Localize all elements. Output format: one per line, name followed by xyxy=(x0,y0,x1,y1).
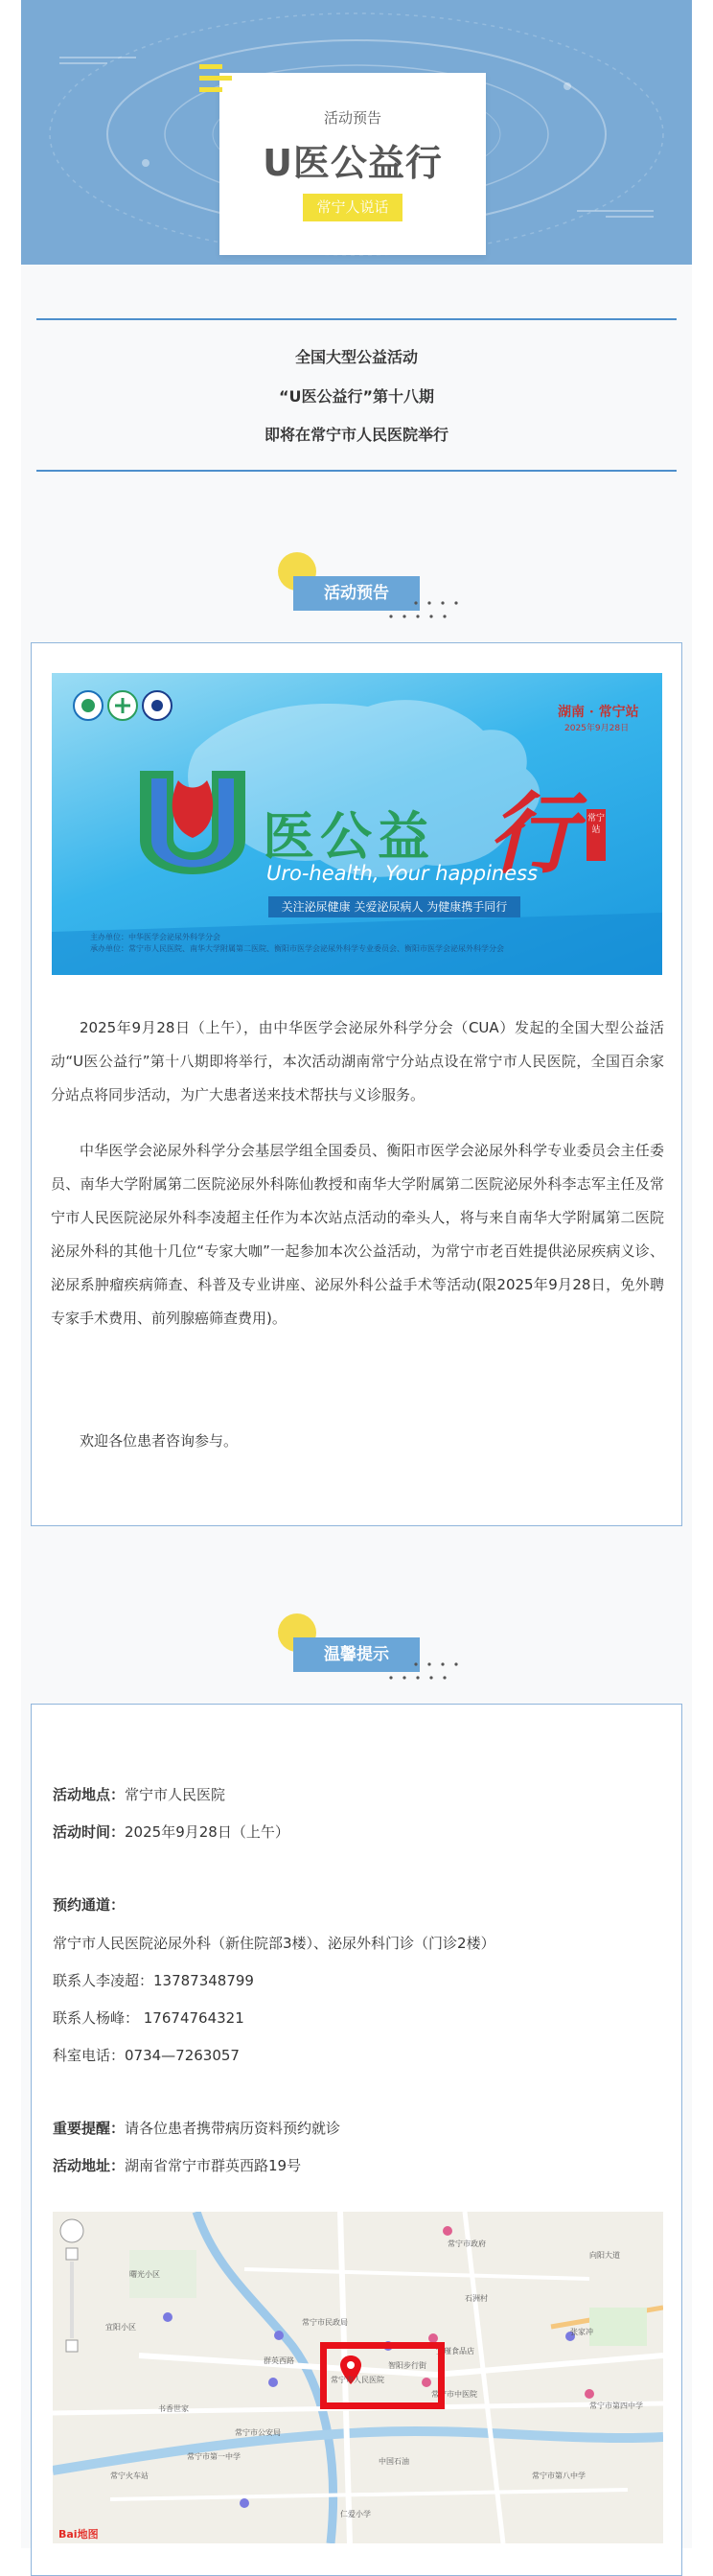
map-label: 常宁市人民医院 xyxy=(331,2376,384,2384)
map-label: 常宁市第一中学 xyxy=(187,2452,241,2461)
map-label: 常宁市公安局 xyxy=(235,2428,281,2437)
section-heading-preview: 活动预告 xyxy=(293,576,420,611)
tip-notice-value: 请各位患者携带病历资料预约就诊 xyxy=(125,2120,341,2137)
map-label: 张家冲 xyxy=(570,2328,593,2336)
title-card xyxy=(219,73,486,255)
tip-contact-2: 联系人杨峰： 17674764321 xyxy=(53,2009,244,2027)
tip-time-label: 活动时间： xyxy=(53,1823,126,1841)
tip-booking-value: 常宁市人民医院泌尿外科（新住院部3楼）、泌尿外科门诊（门诊2楼） xyxy=(53,1935,495,1952)
intro-line-1: 全国大型公益活动 xyxy=(294,348,418,366)
map-label: 石洲村 xyxy=(465,2294,488,2303)
event-poster xyxy=(52,673,662,975)
map-label: 曙光小区 xyxy=(129,2270,160,2279)
article-paragraph-3: 欢迎各位患者咨询参与。 xyxy=(80,1432,239,1450)
map-zoom-controls xyxy=(60,2219,83,2352)
poster-slogan: 关注泌尿健康 关爱泌尿病人 为健康携手同行 xyxy=(268,896,520,917)
tip-booking-label: 预约通道： xyxy=(53,1896,126,1914)
section-heading-tips: 温馨提示 xyxy=(293,1637,420,1672)
tip-address-value: 湖南省常宁市群英西路19号 xyxy=(125,2157,302,2174)
poster-co-organizer: 承办单位：常宁市人民医院、南华大学附属第二医院、衡阳市医学会泌尿外科学专业委员会、衡阳市医学会泌尿外科学分会 xyxy=(90,944,504,953)
tip-location-label: 活动地点： xyxy=(53,1786,126,1803)
poster-english: Uro-health, Your happiness xyxy=(266,862,539,885)
dotted-decoration-icon xyxy=(387,600,473,623)
tip-time xyxy=(53,1822,289,1842)
map-label: 常宁火车站 xyxy=(110,2472,149,2480)
article-page xyxy=(21,0,692,2548)
map-label: 群英西路 xyxy=(264,2356,294,2365)
tip-address-label: 活动地址： xyxy=(53,2157,126,2174)
map-label: 书香世家 xyxy=(158,2404,189,2413)
map-logo: Bai地图 xyxy=(58,2528,99,2541)
poster-organizer: 主办单位：中华医学会泌尿外科学分会 xyxy=(90,933,220,941)
tip-location-value: 常宁市人民医院 xyxy=(125,1786,226,1803)
tip-time-value: 2025年9月28日（上午） xyxy=(125,1823,289,1841)
preview-box xyxy=(31,642,682,1526)
hospital-logos-icon xyxy=(73,688,178,723)
poster-title-xing: 行 xyxy=(488,782,577,886)
intro-bottom-divider xyxy=(36,470,677,472)
tips-box xyxy=(31,1704,682,2576)
map-label: 常宁市民政局 xyxy=(302,2318,348,2327)
poster-region: 湖南 · 常宁站 xyxy=(558,705,639,720)
title-tag: 常宁人说话 xyxy=(303,194,402,221)
tip-notice xyxy=(53,2118,340,2138)
map-label: 宜阳小区 xyxy=(105,2323,136,2332)
intro-line-3: 即将在常宁市人民医院举行 xyxy=(264,426,448,444)
tip-location xyxy=(53,1784,225,1804)
header-banner xyxy=(21,0,692,265)
map-highlight-box xyxy=(320,2342,445,2409)
map-label: 常宁市第四中学 xyxy=(589,2402,643,2410)
location-map[interactable] xyxy=(53,2212,663,2543)
map-label: 向阳大道 xyxy=(589,2251,620,2260)
poster-date: 2025年9月28日 xyxy=(564,724,630,733)
article-paragraph-2: 中华医学会泌尿外科学分会基层学组全国委员、衡阳市医学会泌尿外科学专业委员会主任委员、南华大学附属第二医院泌尿外科陈仙教授和南华大学附属第二医院泌尿外科李志军主任及常宁市人民医院泌尿外科李凌超主任作为本次站点活动的牵头人，将与来自南华大学附属第二医院泌尿外科的其他十几位“专家大咖”一起参加本次公益活动，为常宁市老百姓提供泌尿疾病义诊、泌尿系肿瘤疾病筛查、科普及专业讲座、泌尿外科公益手术等活动(限2025年9月28日，免外聘专家手术费用、前列腺癌筛查费用)。 xyxy=(51,1142,664,1327)
menu-lines-icon xyxy=(199,64,232,95)
poster-seal: 常宁站 xyxy=(586,809,606,861)
map-label: 仁爱小学 xyxy=(340,2510,371,2518)
poster-title-cn: 医公益 xyxy=(263,805,435,867)
tip-address xyxy=(53,2155,301,2175)
tip-contact-1: 联系人李凌超：13787348799 xyxy=(53,1972,254,1989)
map-label: 宜瑾食品店 xyxy=(436,2347,474,2356)
article-paragraph-1: 2025年9月28日（上午），由中华医学会泌尿外科学分会（CUA）发起的全国大型公益活动“U医公益行”第十八期即将举行，本次活动湖南常宁分站点设在常宁市人民医院，全国百余家分站点将同步活动，为广大患者送来技术帮扶与义诊服务。 xyxy=(51,1019,664,1103)
tip-notice-label: 重要提醒： xyxy=(53,2120,126,2137)
title-kicker: 活动预告 xyxy=(323,109,381,127)
intro-line-2: “U医公益行”第十八期 xyxy=(278,387,435,406)
tip-contact-3: 科室电话：0734—7263057 xyxy=(53,2047,240,2064)
map-label: 常宁市政府 xyxy=(448,2239,486,2248)
page-title: U医公益行 xyxy=(263,142,443,184)
u-logo-icon xyxy=(130,761,255,895)
map-label: 智阳步行街 xyxy=(388,2361,426,2370)
map-label: 常宁市第八中学 xyxy=(532,2472,586,2480)
map-label: 中国石油 xyxy=(379,2457,409,2466)
dotted-decoration-icon xyxy=(387,1661,473,1684)
map-label: 常宁市中医院 xyxy=(431,2390,477,2399)
intro-top-divider xyxy=(36,318,677,320)
